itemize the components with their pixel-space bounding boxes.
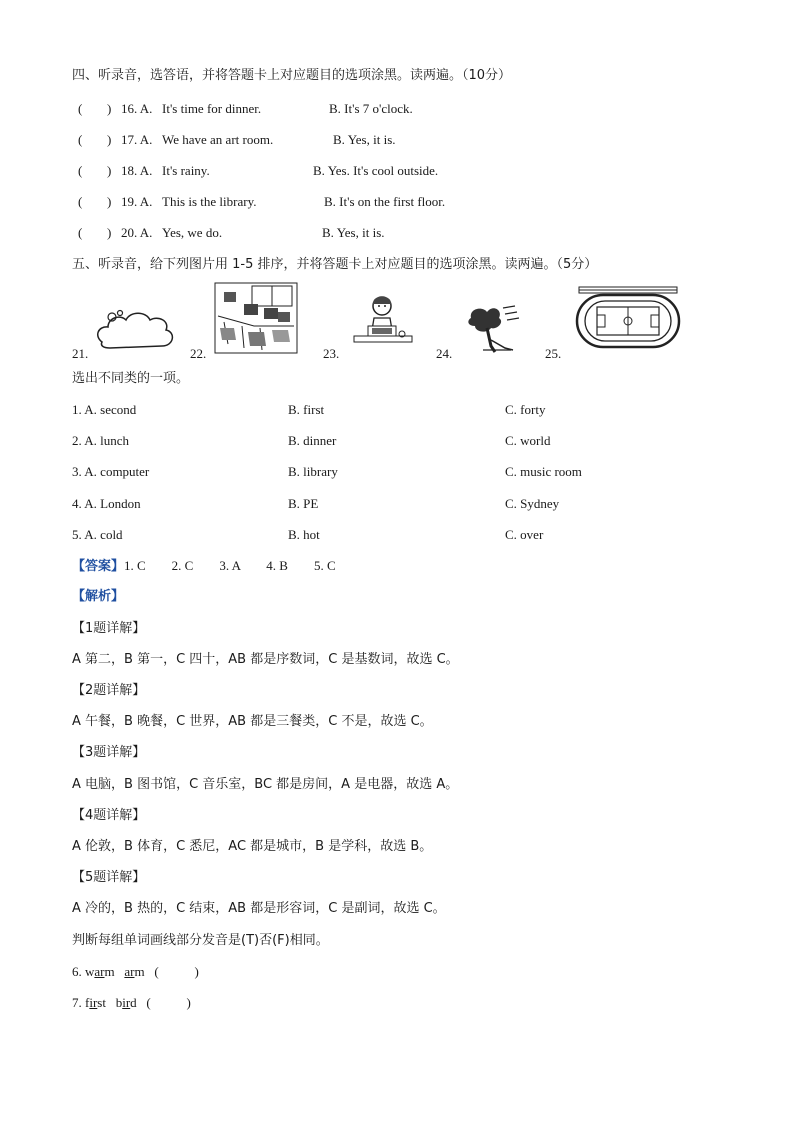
option-b: B. Yes. It's cool outside. <box>313 163 439 178</box>
detail-title: 【4题详解】 <box>72 808 146 823</box>
answer-paren-open[interactable]: ( <box>78 225 83 240</box>
picture-label-22: 22. <box>190 346 207 361</box>
phonics-question-7 <box>72 995 191 1011</box>
question-number: 18. A. <box>121 163 153 178</box>
option-a: It's rainy. <box>162 163 210 178</box>
answer-line <box>72 558 336 575</box>
answer-label: 【答案】 <box>72 559 125 574</box>
option-a: 1. A. second <box>72 402 137 417</box>
option-a: Yes, we do. <box>162 225 223 240</box>
option-b: B. library <box>288 464 338 479</box>
section4-heading: 四、听录音，选答语，并将答题卡上对应题目的选项涂黑。读两遍。（10分） <box>72 68 512 83</box>
sports-field-picture <box>573 285 683 351</box>
option-a: 3. A. computer <box>72 464 150 479</box>
option-c: C. world <box>505 433 551 448</box>
question-number: 20. A. <box>121 225 153 240</box>
detail-title: 【5题详解】 <box>72 870 146 885</box>
word-warm: warm <box>85 964 115 979</box>
answer-paren-open[interactable]: ( <box>78 101 83 116</box>
option-a: This is the library. <box>162 194 257 209</box>
picture-label-25: 25. <box>545 346 562 361</box>
option-c: C. Sydney <box>505 496 560 511</box>
answer-paren-open[interactable]: ( <box>78 132 83 147</box>
detail-text: A 午餐，B 晚餐，C 世界，AB 都是三餐类，C 不是，故选 C。 <box>72 714 433 729</box>
option-a: It's time for dinner. <box>162 101 262 116</box>
picture-label-23: 23. <box>323 346 340 361</box>
picture-label-24: 24. <box>436 346 453 361</box>
answer-paren-close: ) <box>107 163 112 178</box>
option-b: B. PE <box>288 496 319 511</box>
word-bird: bird <box>115 995 137 1010</box>
detail-text: A 第二，B 第一，C 四十，AB 都是序数词，C 是基数词，故选 C。 <box>72 652 459 667</box>
option-c: C. music room <box>505 464 582 479</box>
answer-blank[interactable]: ( ) <box>146 995 191 1010</box>
word-first: first <box>85 995 106 1010</box>
option-b: B. Yes, it is. <box>322 225 385 240</box>
answer-paren-open[interactable]: ( <box>78 163 83 178</box>
girl-computer-picture <box>352 292 414 350</box>
option-b: B. It's on the first floor. <box>324 194 446 209</box>
answer-paren-open[interactable]: ( <box>78 194 83 209</box>
question-number: 7. <box>72 995 82 1010</box>
odd-one-out-heading: 选出不同类的一项。 <box>72 371 190 386</box>
option-b: B. dinner <box>288 433 337 448</box>
detail-title: 【1题详解】 <box>72 621 146 636</box>
question-number: 6. <box>72 964 82 979</box>
detail-title: 【2题详解】 <box>72 683 146 698</box>
option-a: 4. A. London <box>72 496 141 511</box>
option-a: 5. A. cold <box>72 527 123 542</box>
option-b: B. first <box>288 402 325 417</box>
detail-text: A 冷的，B 热的，C 结束，AB 都是形容词，C 是副词，故选 C。 <box>72 901 446 916</box>
computer-room-picture <box>214 282 298 354</box>
phonics-heading: 判断每组单词画线部分发音是(T)否(F)相同。 <box>72 933 329 948</box>
detail-text: A 伦敦，B 体育，C 悉尼，AC 都是城市，B 是学科，故选 B。 <box>72 839 433 854</box>
word-arm: arm <box>124 964 145 979</box>
analysis-label: 【解析】 <box>72 589 125 604</box>
option-a: We have an art room. <box>162 132 274 147</box>
answer-values: 1. C 2. C 3. A 4. B 5. C <box>124 558 336 573</box>
answer-paren-close: ) <box>107 225 112 240</box>
option-b: B. hot <box>288 527 320 542</box>
option-a: 2. A. lunch <box>72 433 130 448</box>
option-c: C. forty <box>505 402 546 417</box>
question-number: 17. A. <box>121 132 153 147</box>
option-b: B. Yes, it is. <box>333 132 396 147</box>
section5-heading: 五、听录音，给下列图片用 1-5 排序，并将答题卡上对应题目的选项涂黑。读两遍。（5分） <box>72 257 598 272</box>
detail-title: 【3题详解】 <box>72 745 146 760</box>
phonics-question-6 <box>72 964 199 980</box>
cloud-picture <box>94 306 176 354</box>
option-b: B. It's 7 o'clock. <box>329 101 413 116</box>
detail-text: A 电脑，B 图书馆，C 音乐室，BC 都是房间，A 是电器，故选 A。 <box>72 777 459 792</box>
question-number: 16. A. <box>121 101 153 116</box>
answer-blank[interactable]: ( ) <box>154 964 199 979</box>
answer-paren-close: ) <box>107 194 112 209</box>
question-number: 19. A. <box>121 194 153 209</box>
option-c: C. over <box>505 527 544 542</box>
picture-label-21: 21. <box>72 346 89 361</box>
windy-tree-picture <box>465 300 521 356</box>
answer-paren-close: ) <box>107 132 112 147</box>
answer-paren-close: ) <box>107 101 112 116</box>
